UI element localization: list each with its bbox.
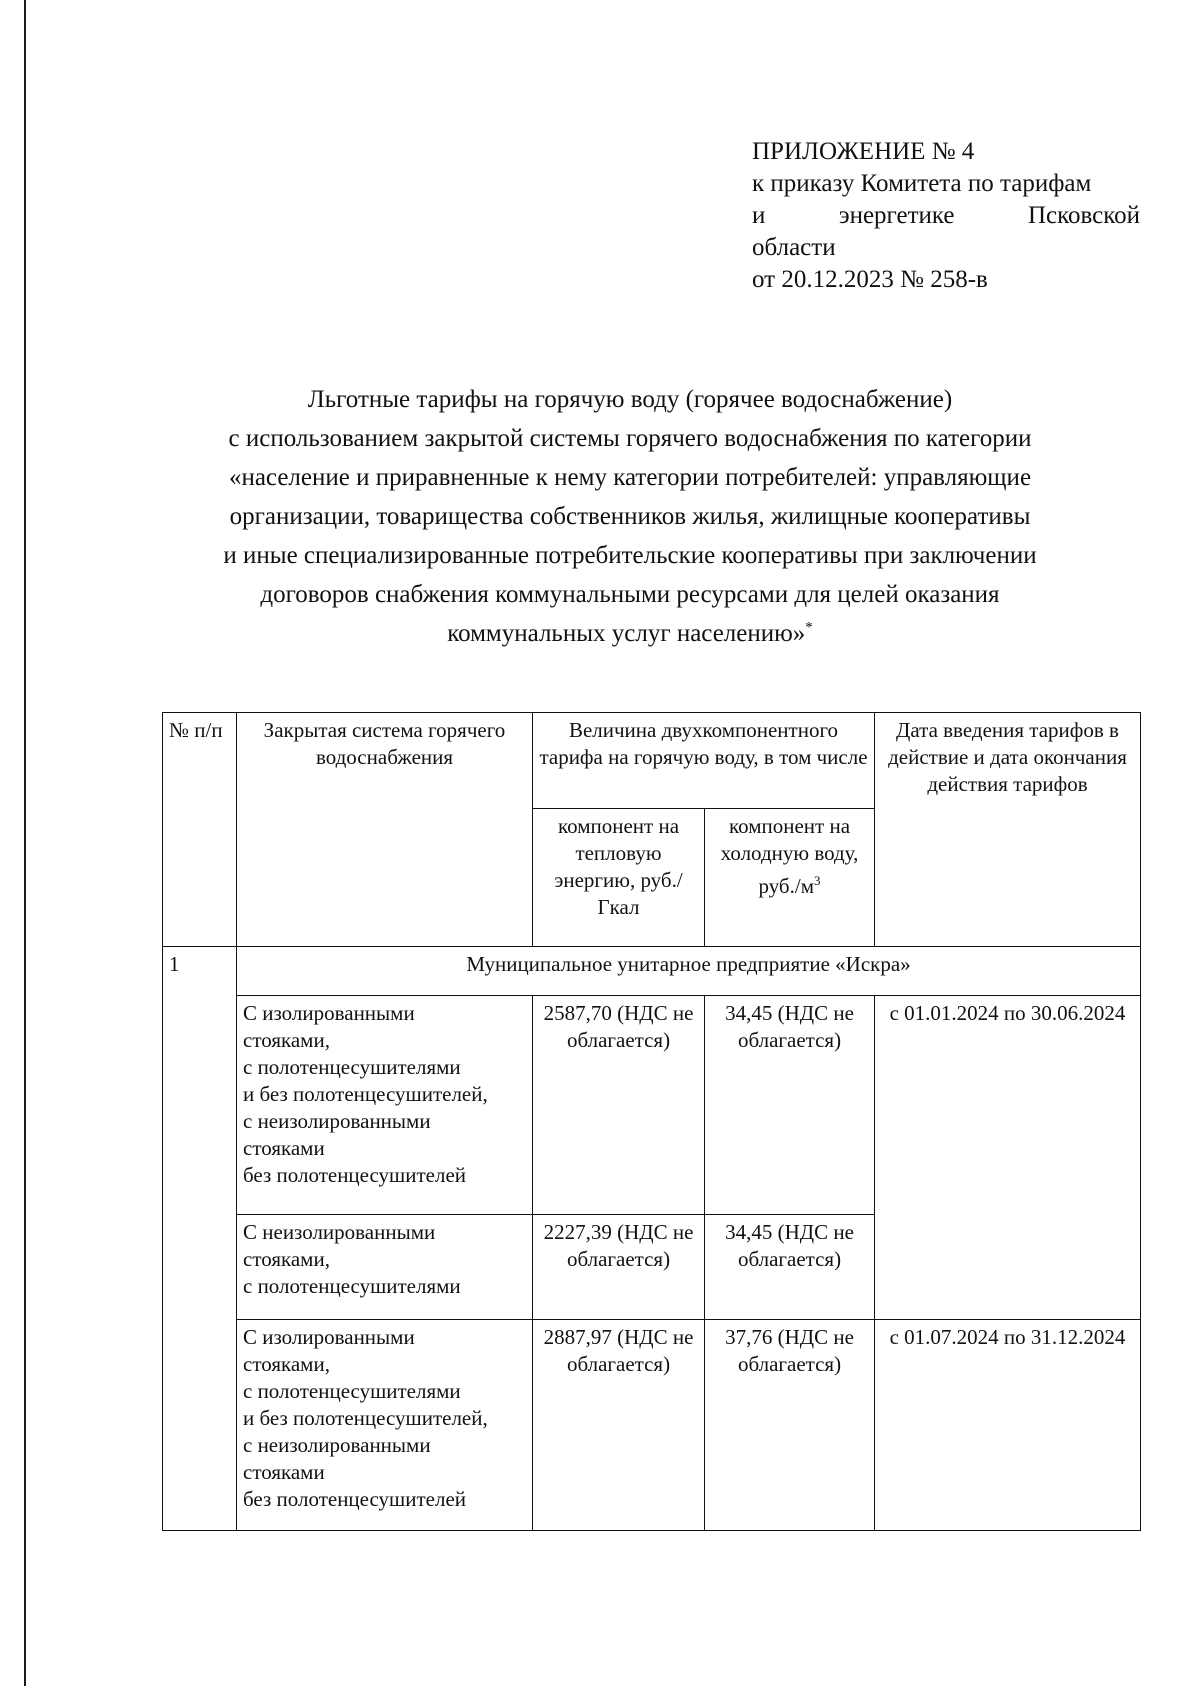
header-num: № п/п (163, 713, 237, 947)
system-line: С изолированными (243, 1325, 415, 1349)
appendix-word: и (752, 202, 766, 229)
heat-tariff-value: 2587,70 (НДС не облагается) (533, 996, 705, 1215)
system-line: стояками, (243, 1028, 330, 1052)
appendix-word: энергетике (838, 202, 955, 229)
system-line: с неизолированными (243, 1109, 431, 1133)
title-line: и иные специализированные потребительские кооперативы при заключении (223, 542, 1037, 569)
system-description (237, 1215, 533, 1320)
heat-tariff-value: 2227,39 (НДС не облагается) (533, 1215, 705, 1320)
system-line: стояками, (243, 1352, 330, 1376)
system-description (237, 996, 533, 1215)
title-line: коммунальных услуг населению» (447, 620, 806, 647)
header-cold-superscript: 3 (814, 873, 821, 888)
title-line: организации, товарищества собственников жилья, жилищные кооперативы (229, 503, 1031, 530)
table-row (163, 996, 1141, 1215)
system-line: стояками (243, 1460, 325, 1484)
system-line: с полотенцесушителями (243, 1055, 461, 1079)
appendix-title: ПРИЛОЖЕНИЕ № 4 (752, 138, 975, 165)
document-title (170, 380, 1090, 653)
system-description (237, 1320, 533, 1531)
title-line: с использованием закрытой системы горячего водоснабжения по категории (228, 425, 1032, 452)
page-left-edge-line (24, 0, 26, 1686)
title-line: Льготные тарифы на горячую воду (горячее водоснабжение) (307, 386, 953, 413)
appendix-order-ref: к приказу Комитета по тарифам (752, 170, 1092, 197)
appendix-date-number: от 20.12.2023 № 258-в (752, 266, 988, 293)
footnote-mark: * (805, 619, 813, 636)
system-line: без полотенцесушителей (243, 1163, 467, 1187)
appendix-region: области (752, 234, 836, 261)
cold-tariff-value: 34,45 (НДС не облагается) (705, 996, 875, 1215)
header-system: Закрытая система горячего водоснабжения (237, 713, 533, 947)
appendix-block (752, 136, 1140, 296)
system-line: С неизолированными (243, 1220, 436, 1244)
system-line: с неизолированными (243, 1433, 431, 1457)
header-date: Дата введения тарифов в действие и дата окончания действия тарифов (875, 713, 1141, 947)
title-line: «население и приравненные к нему категории потребителей: управляющие (228, 464, 1032, 491)
system-line: и без полотенцесушителей, (243, 1082, 488, 1106)
table-row (163, 1320, 1141, 1531)
header-tariff-value: Величина двухкомпонентного тарифа на горячую воду, в том числе (533, 713, 875, 809)
header-cold-text: компонент на холодную воду, руб./м (720, 814, 859, 898)
header-cold-component (705, 809, 875, 947)
cold-tariff-value: 37,76 (НДС не облагается) (705, 1320, 875, 1531)
header-heat-component: компонент на тепловую энергию, руб./Гкал (533, 809, 705, 947)
heat-tariff-value: 2887,97 (НДС не облагается) (533, 1320, 705, 1531)
cold-tariff-value: 34,45 (НДС не облагается) (705, 1215, 875, 1320)
org-number: 1 (163, 947, 237, 1531)
system-line: и без полотенцесушителей, (243, 1406, 488, 1430)
system-line: без полотенцесушителей (243, 1487, 467, 1511)
header-row-1 (163, 713, 1141, 809)
title-line: договоров снабжения коммунальными ресурсами для целей оказания (260, 581, 1000, 608)
org-name: Муниципальное унитарное предприятие «Искра» (237, 947, 1141, 996)
tariff-table (162, 712, 1141, 1531)
title-line-last (170, 614, 1090, 653)
tariff-period: с 01.01.2024 по 30.06.2024 (875, 996, 1141, 1320)
system-line: стояками, (243, 1247, 330, 1271)
system-line: стояками (243, 1136, 325, 1160)
system-line: с полотенцесушителями (243, 1274, 461, 1298)
appendix-word: Псковской (1027, 202, 1140, 229)
system-line: С изолированными (243, 1001, 415, 1025)
appendix-committee-line (752, 200, 1140, 232)
organization-row (163, 947, 1141, 996)
system-line: с полотенцесушителями (243, 1379, 461, 1403)
tariff-period: с 01.07.2024 по 31.12.2024 (875, 1320, 1141, 1531)
